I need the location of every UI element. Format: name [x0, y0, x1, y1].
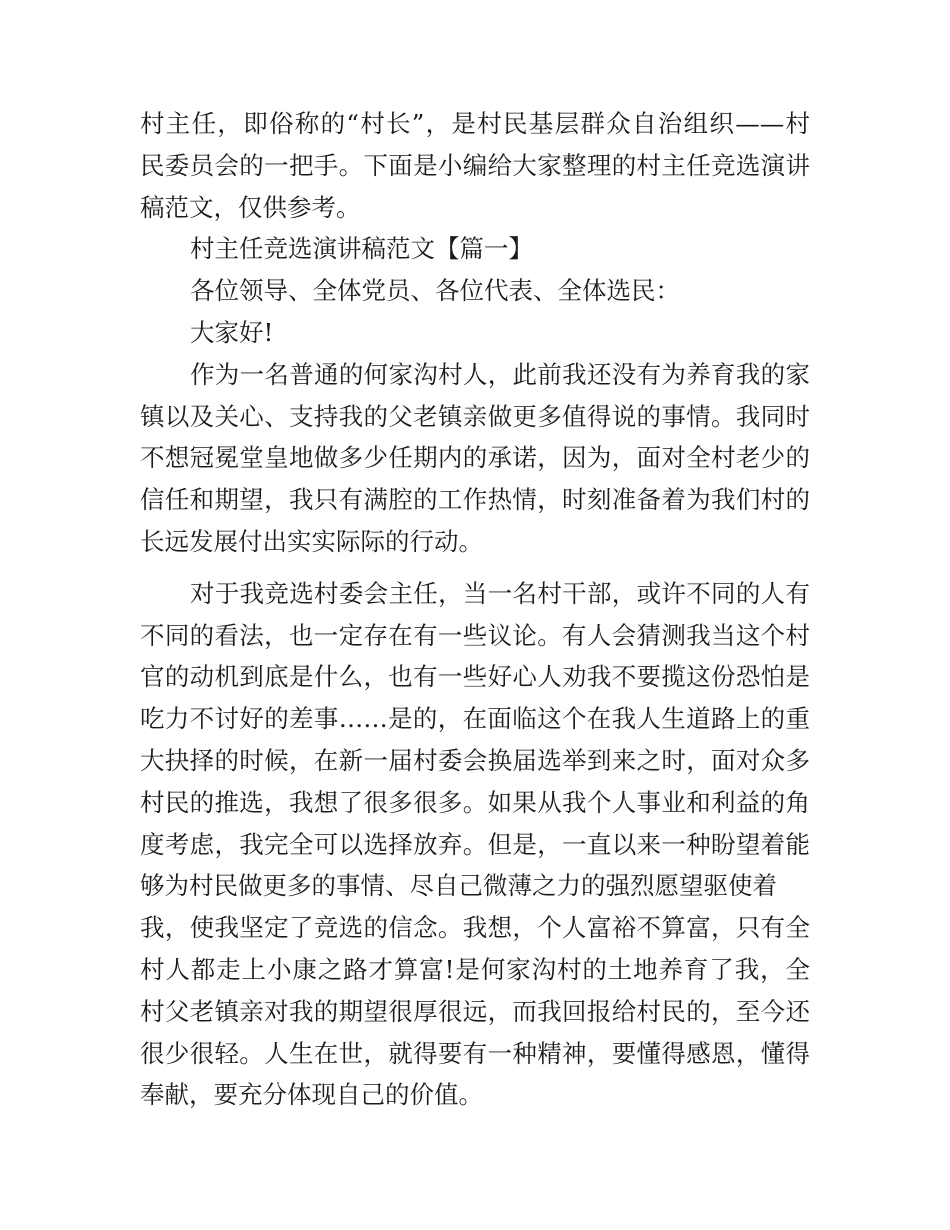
paragraph-gap — [140, 563, 810, 573]
text-line: 稿范文，仅供参考。 — [140, 192, 361, 222]
text-line: 村人都走上小康之路才算富!是何家沟村的土地养育了我，全 — [140, 954, 810, 984]
text-line: 村主任，即俗称的“村长”，是村民基层群众自治组织——村 — [140, 109, 810, 138]
paragraph-2 — [140, 573, 810, 1116]
text-line: 吃力不讨好的差事……是的，在面临这个在我人生道路上的重 — [140, 704, 810, 734]
text-line: 民委员会的一把手。下面是小编给大家整理的村主任竞选演讲 — [140, 150, 810, 180]
text-line: 不同的看法，也一定存在有一些议论。有人会猜测我当这个村 — [140, 620, 810, 650]
text-line: 村父老镇亲对我的期望很厚很远，而我回报给村民的，至今还 — [140, 996, 810, 1026]
text-line: 很少很轻。人生在世，就得要有一种精神，要懂得感恩，懂得 — [140, 1038, 810, 1068]
text-line: 大抉择的时候，在新一届村委会换届选举到来之时，面对众多 — [140, 745, 810, 775]
intro-paragraph — [140, 103, 810, 228]
text-line: 对于我竞选村委会主任，当一名村干部，或许不同的人有 — [190, 578, 810, 608]
text-line: 度考虑，我完全可以选择放弃。但是，一直以来一种盼望着能 — [140, 829, 810, 859]
paragraph-1 — [140, 354, 810, 563]
text-line: 不想冠冕堂皇地做多少任期内的承诺，因为，面对全村老少的 — [140, 443, 810, 473]
text-line: 信任和期望，我只有满腔的工作热情，时刻准备着为我们村的 — [140, 485, 810, 515]
document-body — [140, 103, 810, 1116]
text-line: 村民的推选，我想了很多很多。如果从我个人事业和利益的角 — [140, 787, 810, 817]
text-line: 够为村民做更多的事情、尽自己微薄之力的强烈愿望驱使着 — [140, 871, 777, 901]
text-line: 我，使我坚定了竞选的信念。我想，个人富裕不算富，只有全 — [140, 913, 810, 943]
text-line: 作为一名普通的何家沟村人，此前我还没有为养育我的家 — [190, 359, 810, 389]
text-line: 长远发展付出实实际际的行动。 — [140, 526, 483, 556]
greeting: 大家好! — [190, 317, 274, 347]
text-line: 镇以及关心、支持我的父老镇亲做更多值得说的事情。我同时 — [140, 401, 810, 431]
text-line: 官的动机到底是什么，也有一些好心人劝我不要揽这份恐怕是 — [140, 662, 810, 692]
salutation: 各位领导、全体党员、各位代表、全体选民： — [190, 276, 680, 306]
section-title: 村主任竞选演讲稿范文【篇一】 — [190, 234, 533, 264]
text-line: 奉献，要充分体现自己的价值。 — [140, 1080, 483, 1110]
